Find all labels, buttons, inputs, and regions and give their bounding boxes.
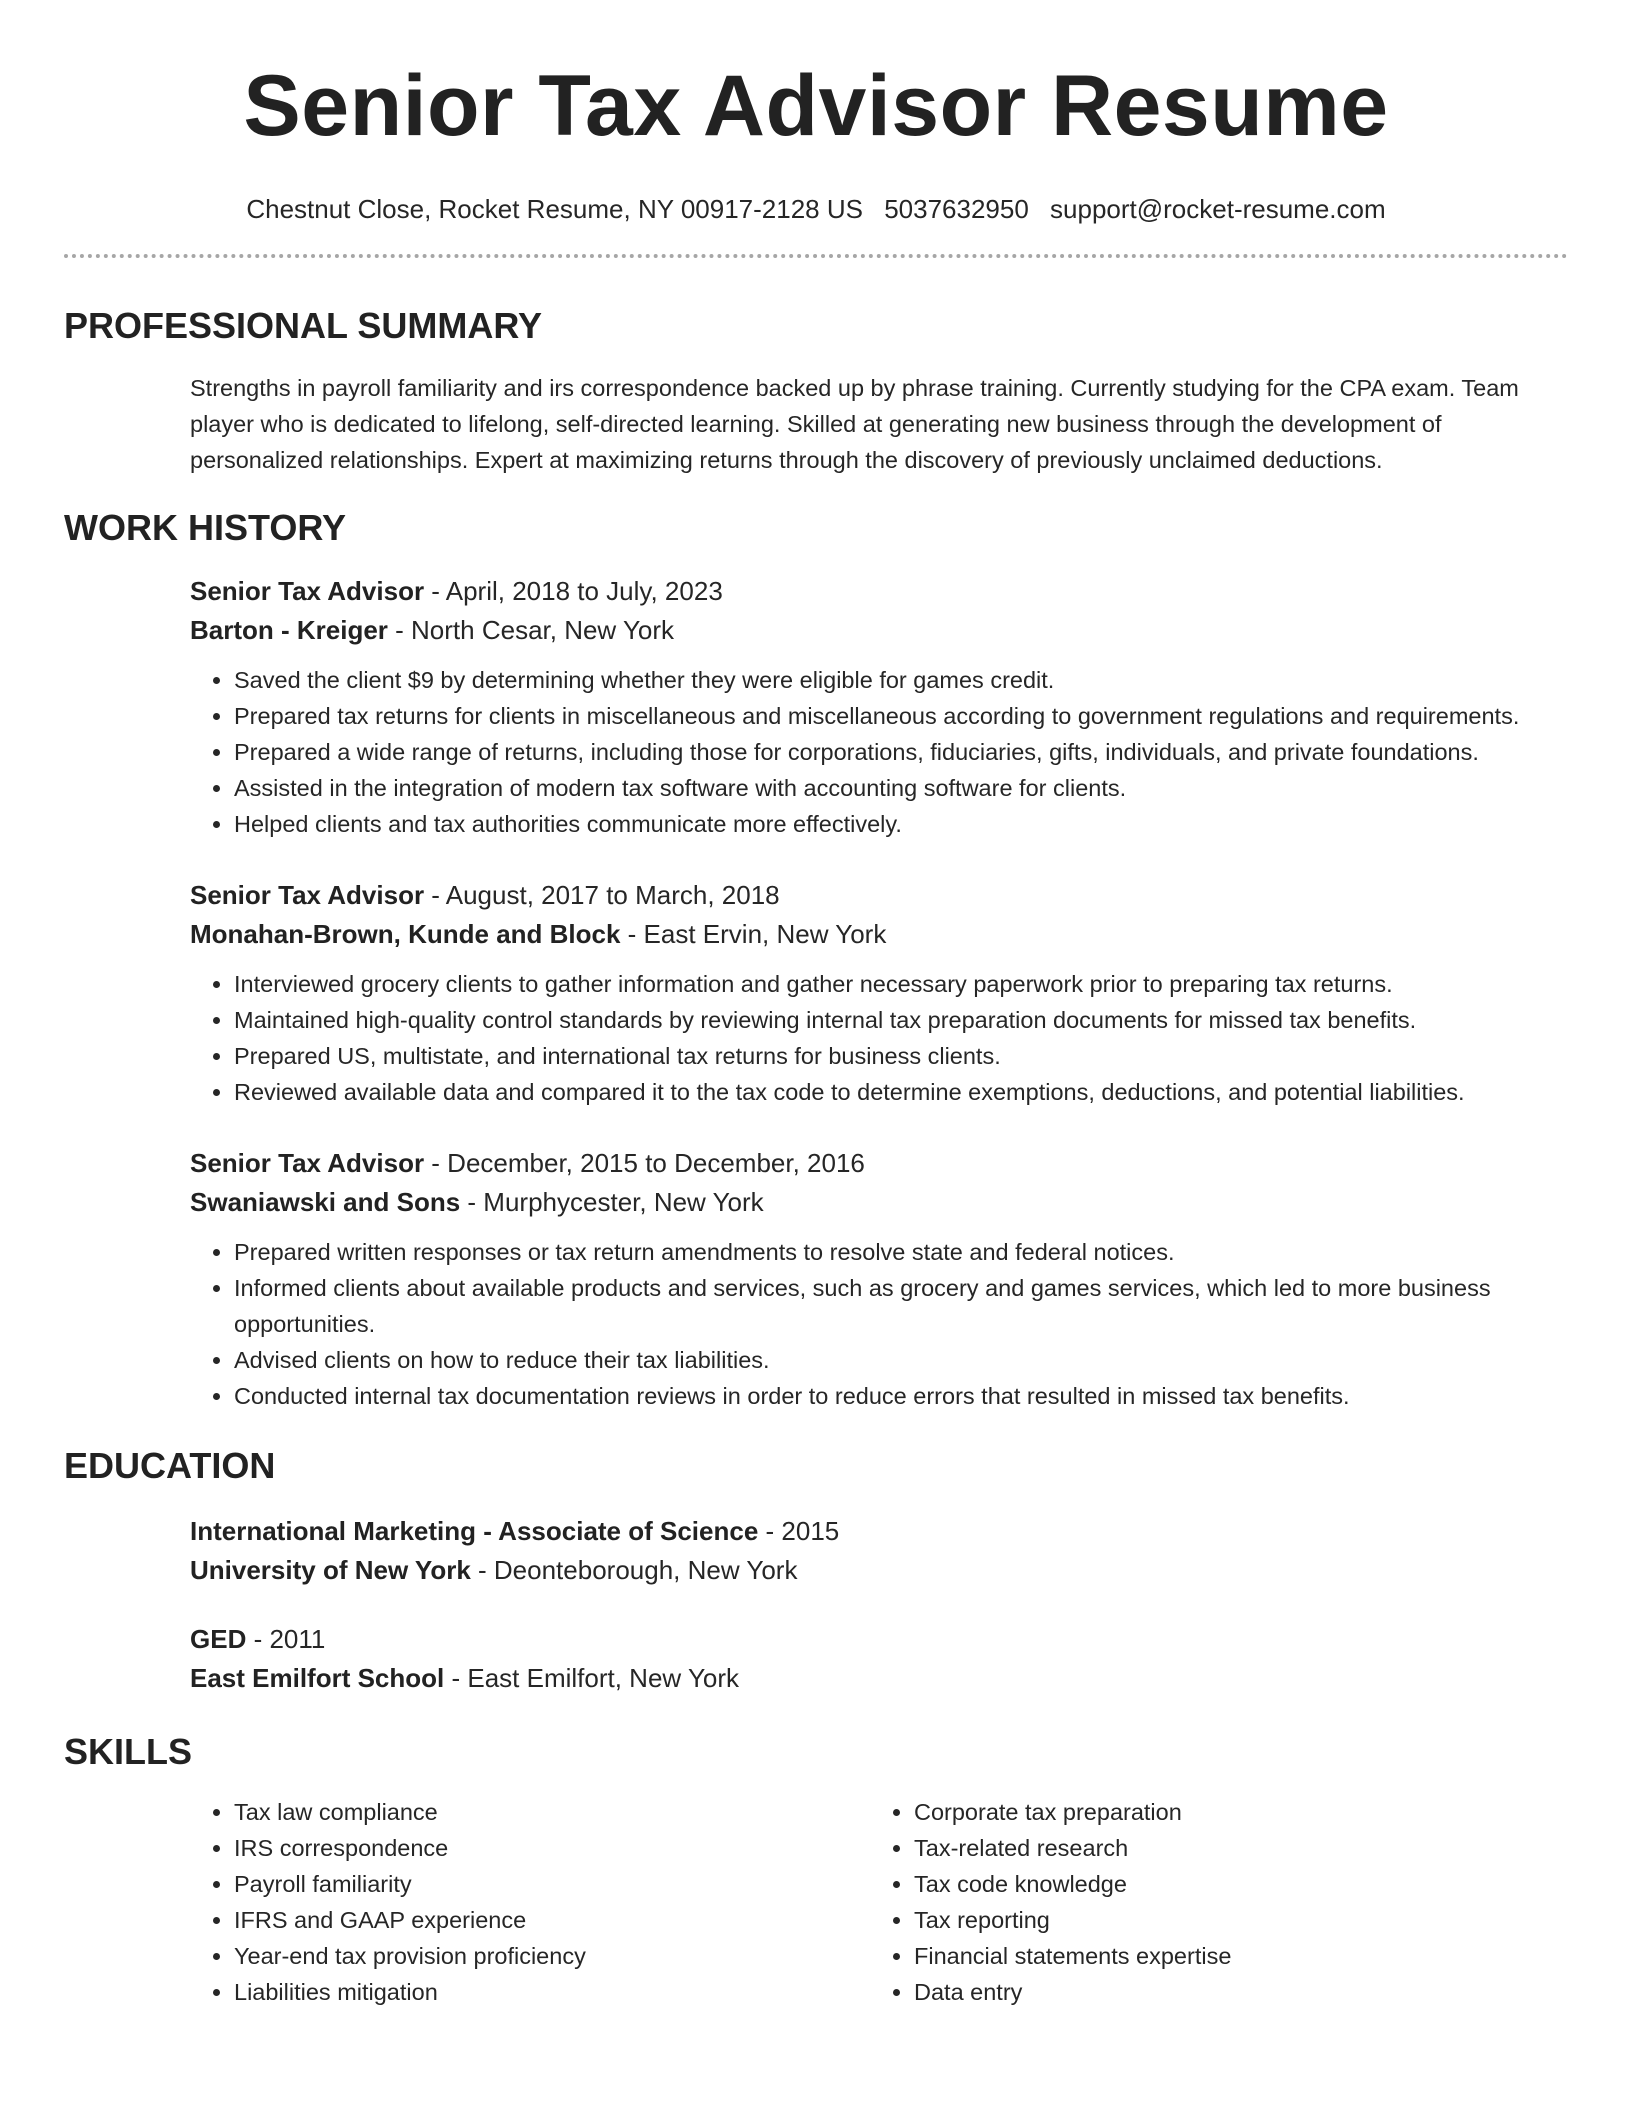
- job-company: Monahan-Brown, Kunde and Block: [190, 919, 621, 949]
- job-bullet: • Saved the client $9 by determining whether they were eligible for games credit.: [234, 662, 1568, 698]
- job-bullet: • Maintained high-quality control standards by reviewing internal tax preparation documents for missed tax benefits.: [234, 1002, 1568, 1038]
- skill-item: • Tax code knowledge: [914, 1866, 1550, 1902]
- job-bullet: • Prepared US, multistate, and international tax returns for business clients.: [234, 1038, 1568, 1074]
- education-year: - 2011: [246, 1624, 326, 1654]
- work-history-heading: WORK HISTORY: [64, 507, 347, 548]
- education-degree: International Marketing - Associate of Science: [190, 1516, 759, 1546]
- job-company-line: [190, 611, 1568, 650]
- job-dates: - April, 2018 to July, 2023: [424, 576, 723, 606]
- job-bullet: • Helped clients and tax authorities communicate more effectively.: [234, 806, 1568, 842]
- job-dates: - December, 2015 to December, 2016: [424, 1148, 865, 1178]
- skill-item: • Financial statements expertise: [914, 1938, 1550, 1974]
- job-location: - North Cesar, New York: [387, 615, 675, 645]
- job-title-line: [190, 572, 1568, 611]
- education-school: East Emilfort School: [190, 1663, 445, 1693]
- skill-item: • Year-end tax provision proficiency: [234, 1938, 870, 1974]
- summary-text: Strengths in payroll familiarity and irs correspondence backed up by phrase training. Currently studying for the CPA exam. Team player who is dedicated to lifelong, self-directed learning. Skilled at generating new business through the development of personalized relationships. Expert at maximizing returns through the discovery of previously unclaimed deductions.: [190, 375, 1519, 473]
- job-title-line: [190, 876, 1568, 915]
- job-bullet: • Prepared written responses or tax return amendments to resolve state and federal notices.: [234, 1234, 1568, 1270]
- skills-heading: SKILLS: [64, 1731, 193, 1772]
- education-year: - 2015: [758, 1516, 840, 1546]
- job-bullets: [190, 966, 1568, 1110]
- job-company: Barton - Kreiger: [190, 615, 388, 645]
- job-bullet: • Prepared tax returns for clients in miscellaneous and miscellaneous according to government regulations and requirements.: [234, 698, 1568, 734]
- job-title: Senior Tax Advisor: [190, 1148, 425, 1178]
- education-degree-line: [190, 1620, 1568, 1659]
- job-location: - East Ervin, New York: [620, 919, 887, 949]
- job-entry: [190, 1144, 1568, 1414]
- job-bullets: [190, 662, 1568, 842]
- job-company-line: [190, 1183, 1568, 1222]
- education-heading: EDUCATION: [64, 1445, 276, 1486]
- resume-title: Senior Tax Advisor Resume: [243, 58, 1389, 154]
- skill-item: • Payroll familiarity: [234, 1866, 870, 1902]
- skill-item: • Tax-related research: [914, 1830, 1550, 1866]
- summary-section: [64, 304, 1568, 478]
- education-degree-line: [190, 1512, 1568, 1551]
- job-bullet: • Informed clients about available products and services, such as grocery and games services, which led to more business opportunities.: [234, 1270, 1568, 1342]
- education-entry: [190, 1512, 1568, 1590]
- skills-column-right: [870, 1794, 1550, 2010]
- job-location: - Murphycester, New York: [460, 1187, 764, 1217]
- job-bullet: • Conducted internal tax documentation reviews in order to reduce errors that resulted in missed tax benefits.: [234, 1378, 1568, 1414]
- education-location: - Deonteborough, New York: [470, 1555, 798, 1585]
- contact-email[interactable]: support@rocket-resume.com: [1050, 194, 1386, 224]
- skills-grid: [190, 1794, 1568, 2010]
- education-school-line: [190, 1551, 1568, 1590]
- job-bullets: [190, 1234, 1568, 1414]
- job-bullet: • Interviewed grocery clients to gather information and gather necessary paperwork prior to preparing tax returns.: [234, 966, 1568, 1002]
- header-divider: [64, 254, 1568, 258]
- skills-column-left: [190, 1794, 870, 2010]
- job-company-line: [190, 915, 1568, 954]
- job-bullet: • Prepared a wide range of returns, including those for corporations, fiduciaries, gifts, individuals, and private foundations.: [234, 734, 1568, 770]
- job-bullet: • Reviewed available data and compared it to the tax code to determine exemptions, deductions, and potential liabilities.: [234, 1074, 1568, 1110]
- job-bullet: • Assisted in the integration of modern tax software with accounting software for clients.: [234, 770, 1568, 806]
- contact-address: Chestnut Close, Rocket Resume, NY 00917-2128 US: [246, 194, 863, 224]
- skill-item: • Liabilities mitigation: [234, 1974, 870, 2010]
- job-bullet: • Advised clients on how to reduce their tax liabilities.: [234, 1342, 1568, 1378]
- education-section: [64, 1444, 1568, 1698]
- education-location: - East Emilfort, New York: [444, 1663, 740, 1693]
- skill-item: • Tax reporting: [914, 1902, 1550, 1938]
- skills-list: [870, 1794, 1550, 2010]
- education-school-line: [190, 1659, 1568, 1698]
- job-company: Swaniawski and Sons: [190, 1187, 461, 1217]
- work-history-section: [64, 506, 1568, 1414]
- summary-heading: PROFESSIONAL SUMMARY: [64, 305, 543, 346]
- education-degree: GED: [190, 1624, 247, 1654]
- job-entry: [190, 876, 1568, 1110]
- skill-item: • Data entry: [914, 1974, 1550, 2010]
- job-title-line: [190, 1144, 1568, 1183]
- contact-phone: 5037632950: [884, 194, 1029, 224]
- education-school: University of New York: [190, 1555, 471, 1585]
- job-dates: - August, 2017 to March, 2018: [424, 880, 780, 910]
- job-title: Senior Tax Advisor: [190, 880, 425, 910]
- skill-item: • Tax law compliance: [234, 1794, 870, 1830]
- education-entry: [190, 1620, 1568, 1698]
- contact-line: [64, 194, 1568, 224]
- skills-list: [190, 1794, 870, 2010]
- skills-section: [64, 1730, 1568, 2010]
- skill-item: • Corporate tax preparation: [914, 1794, 1550, 1830]
- job-title: Senior Tax Advisor: [190, 576, 425, 606]
- skill-item: • IFRS and GAAP experience: [234, 1902, 870, 1938]
- skill-item: • IRS correspondence: [234, 1830, 870, 1866]
- job-entry: [190, 572, 1568, 842]
